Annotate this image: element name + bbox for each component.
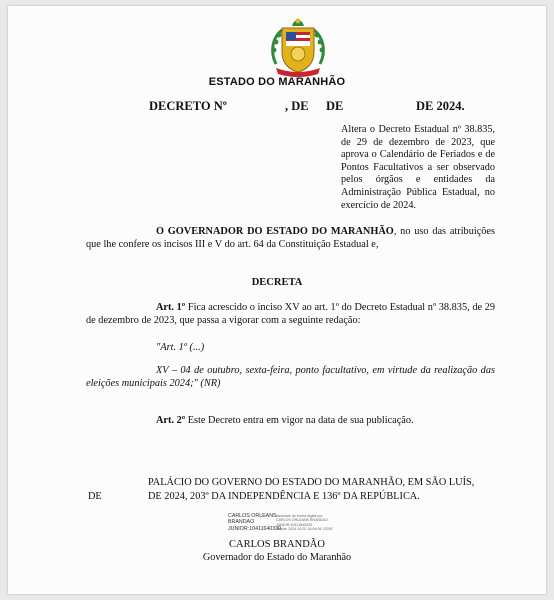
digital-signature-detail: Assinado de forma digital por [276, 514, 323, 518]
article-2-text: Este Decreto entra em vigor na data de sua publicação. [185, 415, 414, 426]
digital-signature-line: CARLOS ORLEANS [228, 513, 277, 519]
signer-role: Governador do Estado do Maranhão [202, 552, 352, 563]
state-coat-of-arms [266, 16, 330, 78]
document-page [8, 6, 546, 594]
decree-number-label: DECRETO Nº [149, 99, 227, 113]
digital-signature-stamp [228, 513, 281, 532]
digital-signature-line: BRANDAO [228, 519, 255, 526]
signer-name: CARLOS BRANDÃO [229, 539, 325, 550]
article-1-text: Fica acrescido o inciso XV ao art. 1º do Decreto Estadual nº 38.835, de 29 de dezembro de 2023, que passa a vigorar com a seguinte redação: [86, 302, 495, 326]
article-1 [86, 301, 495, 327]
decree-year: DE 2024. [416, 99, 465, 113]
inciso-xv: XV – 04 de outubro, sexta-feira, ponto facultativo, em virtude da realização das eleições municipais 2024;" (NR) [86, 365, 495, 389]
decreta-heading: DECRETA [251, 277, 303, 288]
preamble-governor: O GOVERNADOR DO ESTADO DO MARANHÃO [156, 226, 394, 237]
preamble-text: , no uso das atribuições que lhe confere os incisos III e V do art. 64 da Constituição Estadual e, [86, 226, 496, 250]
article-2-label: Art. 2º [156, 415, 186, 426]
article-2 [86, 414, 495, 427]
preamble [86, 225, 495, 251]
article-1-label: Art. 1º [156, 302, 186, 313]
digital-signature-details [276, 514, 333, 532]
closing-line-1: PALÁCIO DO GOVERNO DO ESTADO DO MARANHÃO, EM SÃO LUÍS, [148, 477, 475, 488]
digital-signature-detail: JUNIOR:10411640330 [276, 522, 313, 527]
decree-summary: Altera o Decreto Estadual nº 38.835, de 29 de dezembro de 2023, que aprova o Calendário de Feriados e de Pontos Facultativos a ser observado pelos órgãos e entidades da Administração Pública Estadual, no exercício de 2024. [341, 124, 495, 211]
digital-signature-detail: Dados: 2024.10.02 16:04:08 -03'00' [276, 527, 333, 532]
state-name: ESTADO DO MARANHÃO [208, 76, 346, 88]
closing-line-2: DE 2024, 203º DA INDEPENDÊNCIA E 136º DA REPÚBLICA. [148, 491, 420, 502]
decree-de-label-2: DE [326, 99, 344, 113]
digital-signature-line: JUNIOR:10411640330 [228, 525, 282, 532]
closing-de: DE [88, 491, 102, 502]
quoted-article: "Art. 1º (...) [156, 342, 205, 353]
digital-signature-detail: CARLOS ORLEANS BRANDAO [276, 518, 328, 523]
decree-de-label: , DE [285, 99, 309, 113]
